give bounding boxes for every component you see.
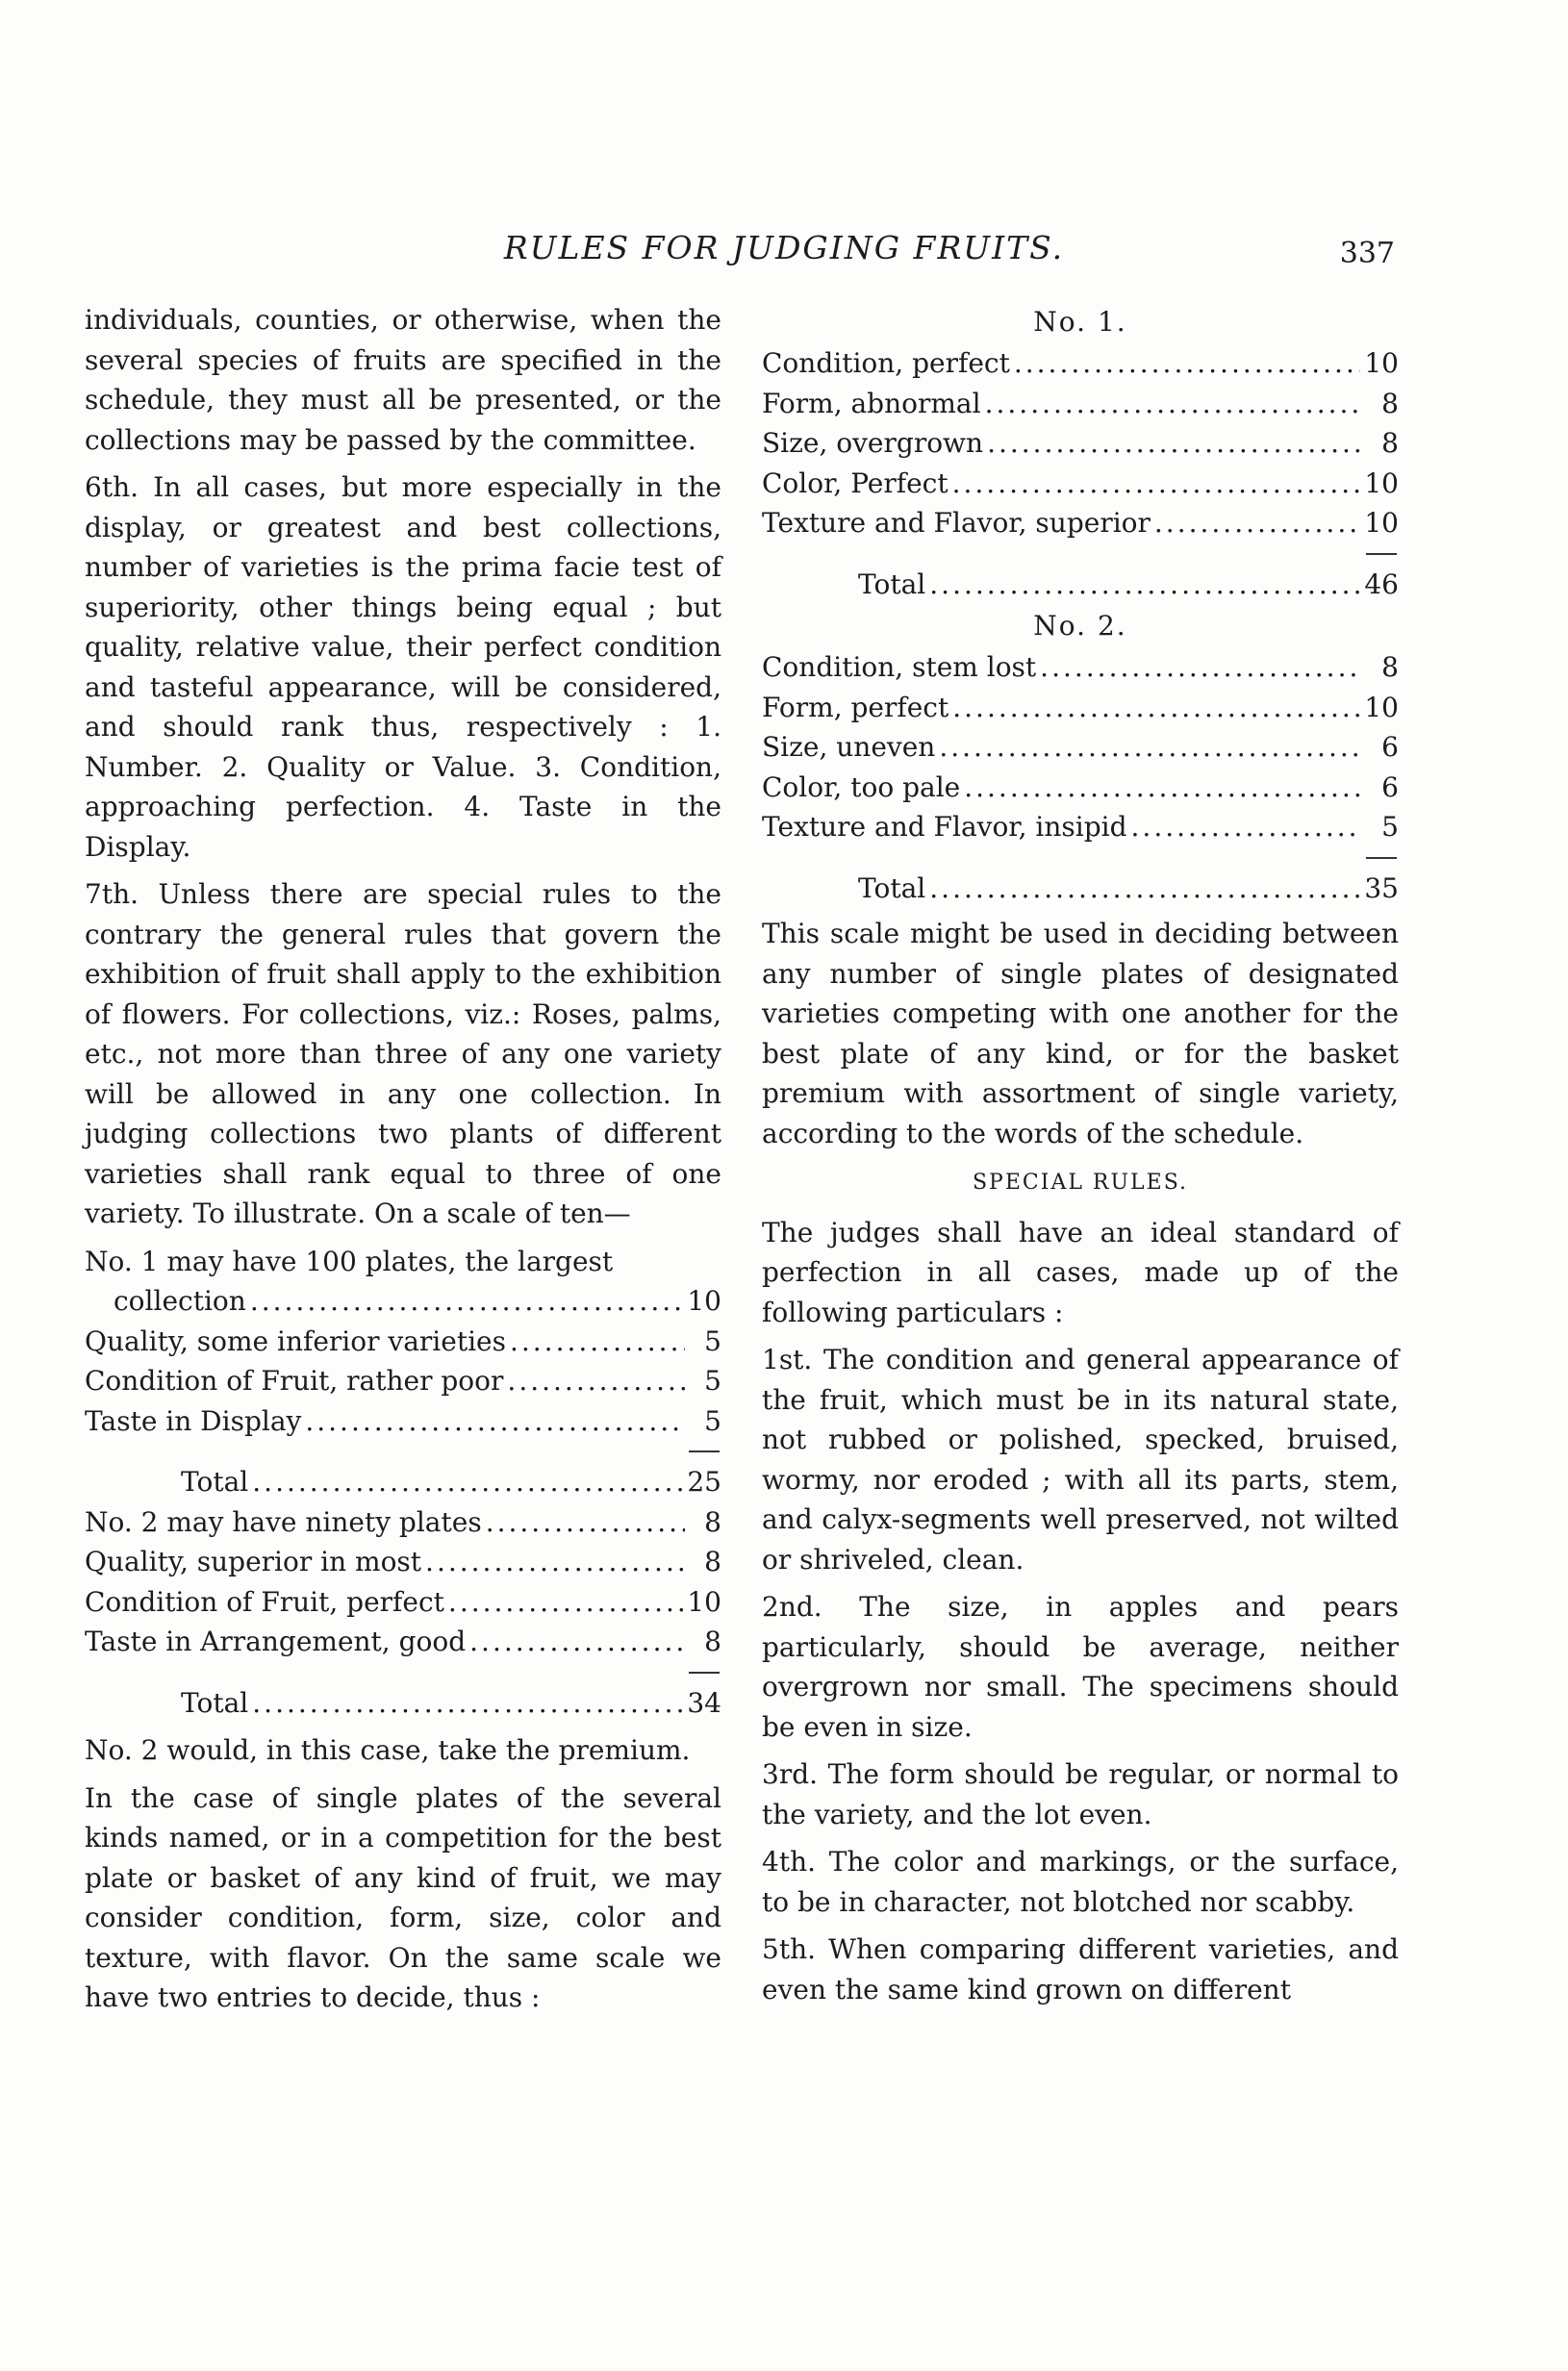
scale-label: Size, uneven — [762, 731, 936, 763]
scale-value: 8 — [704, 1505, 721, 1538]
paragraph: In the case of single plates of the several kinds named, or in a competition for the best plate or basket of any kind of fruit, we may consider condition, form, size, color and texture, with flavor. On the same scale we have two entries to decide, thus : — [85, 1781, 721, 2013]
scale-row — [85, 1401, 721, 1442]
total-value: 46 — [1364, 568, 1399, 600]
sum-rule — [762, 847, 1399, 869]
scale-row — [762, 423, 1399, 464]
scale-label: Taste in Display — [85, 1404, 302, 1437]
scale-row — [762, 768, 1399, 808]
scale-row — [85, 1502, 721, 1543]
paragraph: 6th. In all cases, but more especially in the display, or greatest and best collections, number of varieties is the prima facie test of superiority, other things being equal ; but quality, relative value, their perfect condition and tasteful appearance, will be considered, and should rank thus, respectively : 1. Number. 2. Quality or Value. 3. Condition, approaching perfection. 4. Taste in the Display. — [85, 471, 721, 863]
scale-label: Condition, stem lost — [762, 651, 1037, 683]
total-row — [85, 1462, 721, 1502]
scale-label: Taste in Arrangement, good — [85, 1626, 467, 1657]
paragraph: individuals, counties, or otherwise, when the several species of fruits are specified in the schedule, they must all be presented, or the collections may be passed by the committee. — [85, 304, 721, 456]
scale-label: Size, overgrown — [762, 427, 984, 459]
right-column — [762, 300, 1399, 2017]
scale-row — [85, 1281, 721, 1322]
scale-row — [762, 727, 1399, 768]
left-column — [85, 300, 721, 2026]
total-value: 25 — [687, 1466, 721, 1498]
scale-label: collection — [114, 1285, 246, 1317]
scale-label: Form, abnormal — [762, 387, 981, 419]
scale-heading: No. 1. — [1033, 306, 1127, 338]
running-head: RULES FOR JUDGING FRUITS. — [503, 229, 1065, 266]
page-number: 337 — [1339, 237, 1395, 270]
scale-value: 5 — [1381, 811, 1399, 843]
scale-value: 8 — [704, 1626, 721, 1657]
total-value: 35 — [1364, 871, 1399, 904]
scale-value: 6 — [1381, 770, 1399, 803]
scale-value: 10 — [687, 1585, 721, 1618]
scale-label: Texture and Flavor, insipid — [762, 811, 1127, 843]
scale-row — [762, 807, 1399, 847]
paragraph: 3rd. The form should be regular, or normal to the variety, and the lot even. — [762, 1758, 1399, 1830]
paragraph: No. 2 would, in this case, take the premium. — [85, 1734, 691, 1766]
scale-value: 10 — [1364, 691, 1399, 723]
total-label: Total — [858, 568, 926, 600]
total-row — [762, 869, 1399, 909]
scale-label: Condition of Fruit, perfect — [85, 1585, 444, 1618]
total-row — [762, 565, 1399, 605]
scale-label: No. 2 may have ninety plates — [85, 1505, 482, 1538]
scale-row — [762, 503, 1399, 543]
scale-value: 10 — [687, 1285, 721, 1317]
paragraph: 2nd. The size, in apples and pears particularly, should be average, neither overgrown nor small. The specimens should be even in size. — [762, 1591, 1399, 1743]
scale-row — [762, 647, 1399, 688]
scale-row — [85, 1622, 721, 1662]
scale-row — [762, 384, 1399, 424]
scale-row — [85, 1542, 721, 1582]
section-heading: SPECIAL RULES. — [972, 1171, 1188, 1195]
sum-rule — [85, 1441, 721, 1462]
scale-value: 5 — [704, 1404, 721, 1437]
scale-value: 10 — [1364, 347, 1399, 379]
scale-row — [762, 688, 1399, 728]
sum-rule — [85, 1662, 721, 1683]
paragraph: 7th. Unless there are special rules to the contrary the general rules that govern the exhibition of fruit shall apply to the exhibition of flowers. For collections, viz.: Roses, palms, etc., not more than three of any one variety will be allowed in any one collection. In judging collections two plants of different varieties shall rank equal to three of one variety. To illustrate. On a scale of ten— — [85, 878, 721, 1229]
scale-label: Form, perfect — [762, 691, 949, 723]
scale-row — [85, 1582, 721, 1623]
scale-row — [85, 1322, 721, 1362]
scale-value: 5 — [704, 1324, 721, 1357]
scale-value: 6 — [1381, 731, 1399, 763]
scale-label: Color, Perfect — [762, 467, 948, 499]
scale-row — [85, 1361, 721, 1401]
scale-intro: No. 1 may have 100 plates, the largest — [85, 1245, 614, 1277]
paragraph: This scale might be used in deciding between any number of single plates of designated varieties competing with one another for the best plate of any kind, or for the basket premium with assortment of single variety, according to the words of the schedule. — [762, 918, 1399, 1149]
scale-value: 8 — [1381, 651, 1399, 683]
scale-value: 5 — [704, 1365, 721, 1397]
scale-value: 10 — [1364, 507, 1399, 539]
paragraph: The judges shall have an ideal standard of perfection in all cases, made up of the following particulars : — [762, 1216, 1399, 1328]
total-row — [85, 1683, 721, 1724]
scale-label: Condition of Fruit, rather poor — [85, 1365, 504, 1397]
scale-value: 8 — [704, 1546, 721, 1577]
total-label: Total — [181, 1686, 249, 1719]
total-label: Total — [858, 871, 926, 904]
scale-label: Texture and Flavor, superior — [762, 507, 1151, 539]
scale-row — [762, 343, 1399, 384]
paragraph: 5th. When comparing different varieties, and even the same kind grown on different — [762, 1933, 1399, 2005]
paragraph: 1st. The condition and general appearance of the fruit, which must be in its natural state, not rubbed or polished, specked, bruised, wormy, nor eroded ; with all its parts, stem, and calyx-segments well preserved, not wilted or shriveled, clean. — [762, 1344, 1399, 1576]
scale-value: 8 — [1381, 427, 1399, 459]
scale-value: 10 — [1364, 467, 1399, 499]
page-header — [0, 229, 1568, 277]
scale-label: Quality, some inferior varieties — [85, 1324, 506, 1357]
scale-value: 8 — [1381, 387, 1399, 419]
total-value: 34 — [687, 1686, 721, 1719]
total-label: Total — [181, 1466, 249, 1498]
scale-label: Condition, perfect — [762, 347, 1010, 379]
scale-row — [762, 464, 1399, 504]
sum-rule — [762, 543, 1399, 565]
paragraph: 4th. The color and markings, or the surface, to be in character, not blotched nor scabby. — [762, 1846, 1399, 1918]
scale-label: Color, too pale — [762, 770, 961, 803]
scale-label: Quality, superior in most — [85, 1546, 422, 1577]
scale-heading: No. 2. — [1033, 610, 1127, 642]
